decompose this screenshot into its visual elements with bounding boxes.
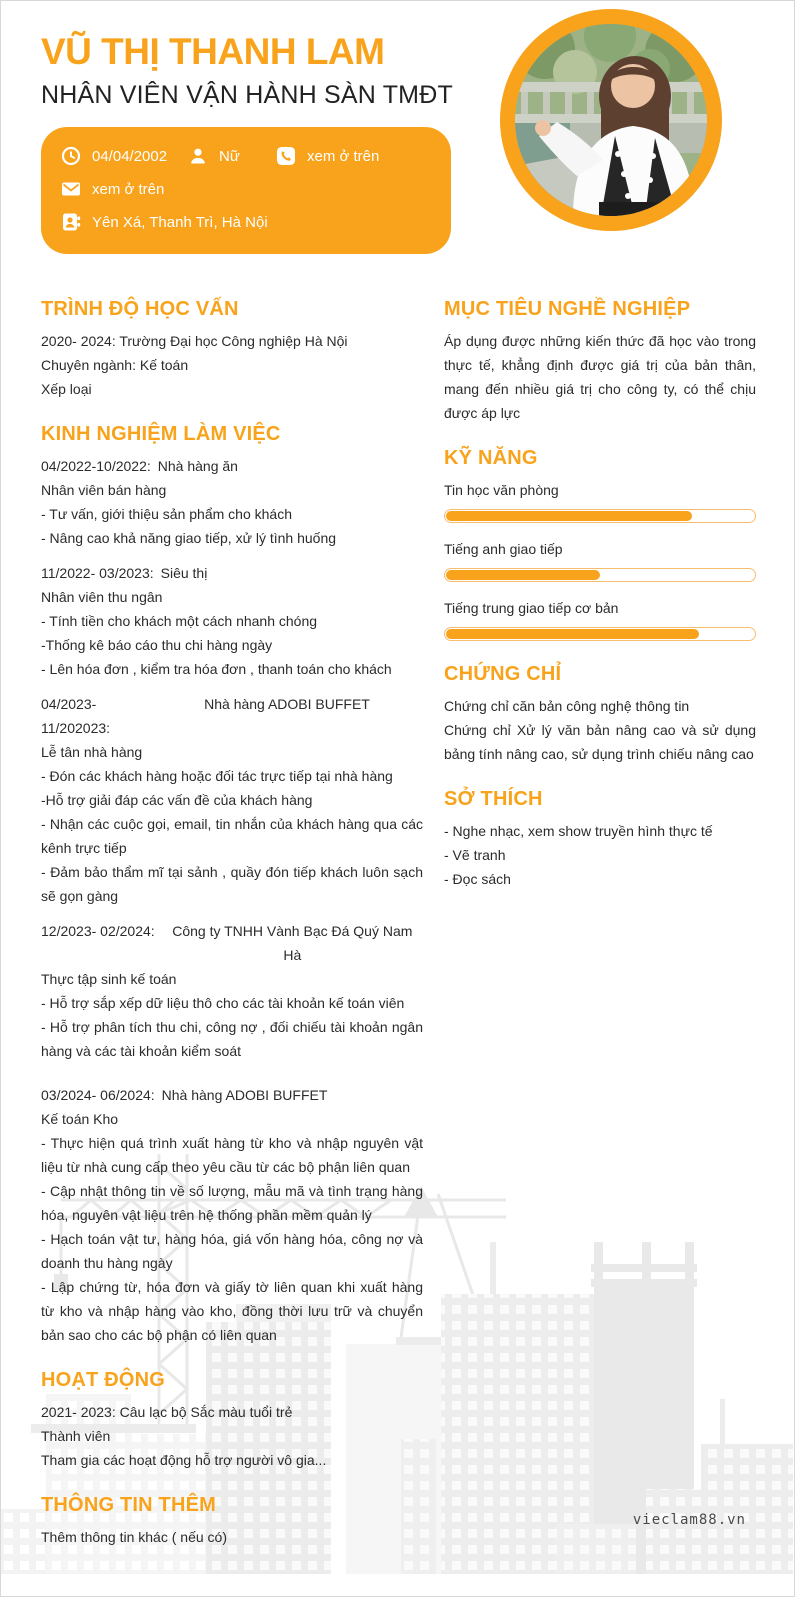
avatar-illustration: [515, 24, 707, 216]
main-columns: [41, 298, 754, 1549]
skill-bar-fill: [446, 570, 600, 580]
skill-bar-track: [444, 568, 756, 582]
job-header: [41, 919, 423, 967]
dob-value: 04/04/2002: [92, 147, 168, 165]
job-company: Nhà hàng ăn: [157, 457, 238, 474]
job-period: 11/2022- 03/2023:: [41, 564, 154, 581]
contact-phone: [276, 146, 379, 166]
education-line: Chuyên ngành: Kế toán: [41, 356, 189, 373]
job-entry: [41, 561, 423, 681]
job-bullets: [41, 991, 423, 1063]
contact-card: [41, 127, 451, 254]
job-bullet: - Hỗ trợ phân tích thu chi, công nợ , đối chiếu tài khoản ngân hàng và các tài khoản kiểm soát: [41, 1018, 423, 1059]
phone-value: xem ở trên: [307, 147, 380, 165]
section-skills: [444, 447, 756, 641]
skill-bar-fill: [446, 511, 692, 521]
section-certificates: [444, 663, 756, 766]
skill-item: [444, 537, 756, 582]
objective-heading: MỤC TIÊU NGHỀ NGHIỆP: [444, 297, 691, 320]
job-period: 04/2023- 11/202023:: [41, 695, 111, 736]
job-bullet: -Hỗ trợ giải đáp các vấn đề của khách hàng: [41, 791, 313, 808]
activities-line: Thành viên: [41, 1427, 111, 1444]
job-bullet: - Hạch toán vật tư, hàng hóa, giá vốn hàng hóa, công nợ và doanh thu hàng ngày: [41, 1230, 423, 1271]
activities-line: Tham gia các hoạt động hỗ trợ người vô gia...: [41, 1451, 327, 1468]
job-bullet: - Đón các khách hàng hoặc đối tác trực tiếp tại nhà hàng: [41, 767, 393, 784]
gender-value: Nữ: [219, 147, 240, 165]
additional-info-heading: THÔNG TIN THÊM: [41, 1493, 217, 1516]
job-period: 03/2024- 06/2024:: [41, 1086, 155, 1103]
job-entry: [41, 692, 423, 908]
job-bullets: [41, 764, 423, 908]
job-role: Lễ tân nhà hàng: [41, 743, 143, 760]
clock-icon: [61, 146, 81, 166]
job-period: 12/2023- 02/2024:: [41, 922, 155, 939]
job-entry: [41, 454, 423, 550]
hobbies-heading: SỞ THÍCH: [444, 787, 543, 810]
hobby-item: - Nghe nhạc, xem show truyền hình thực tế: [444, 822, 713, 839]
section-experience: [41, 423, 423, 1347]
job-header: [41, 692, 423, 740]
hobby-item: - Vẽ tranh: [444, 846, 506, 863]
avatar: [515, 24, 707, 216]
left-column: [41, 298, 423, 1549]
contact-row-1: [61, 140, 433, 173]
job-bullets: [41, 502, 423, 550]
skill-label: Tin học văn phòng: [444, 481, 559, 498]
skill-item: [444, 596, 756, 641]
candidate-title: NHÂN VIÊN VẬN HÀNH SÀN TMĐT: [41, 80, 453, 109]
hobby-item: - Đọc sách: [444, 870, 511, 887]
job-bullet: - Nhận các cuộc gọi, email, tin nhắn của khách hàng qua các kênh trực tiếp: [41, 815, 423, 856]
certificate-line: Chứng chỉ Xử lý văn bản nâng cao và sử dụng bảng tính nâng cao, sử dụng trình chiếu nâng cao: [444, 721, 756, 762]
contact-email: [61, 179, 164, 199]
job-bullet: -Thống kê báo cáo thu chi hàng ngày: [41, 636, 273, 653]
job-bullet: - Nâng cao khả năng giao tiếp, xử lý tình huống: [41, 529, 337, 546]
job-bullet: - Hỗ trợ sắp xếp dữ liệu thô cho các tài khoản kế toán viên: [41, 994, 405, 1011]
skill-label: Tiếng trung giao tiếp cơ bản: [444, 599, 619, 616]
job-role: Nhân viên thu ngân: [41, 588, 163, 605]
job-company: Công ty TNHH Vành Bạc Đá Quý Nam Hà: [172, 922, 413, 963]
job-bullet: - Đảm bảo thẩm mĩ tại sảnh , quầy đón tiếp khách luôn sạch sẽ gọn gàng: [41, 863, 423, 904]
job-bullet: - Cập nhật thông tin về số lượng, mẫu mã và tình trạng hàng hóa, nguyên vật liệu trên hệ thống phần mềm quản lý: [41, 1182, 423, 1223]
candidate-name: VŨ THỊ THANH LAM: [41, 31, 385, 72]
contact-row-3: [61, 206, 433, 239]
mail-icon: [61, 179, 81, 199]
site-watermark: vieclam88.vn: [632, 1512, 746, 1528]
contact-gender: [188, 146, 276, 166]
job-role: Thực tập sinh kế toán: [41, 970, 177, 987]
job-bullet: - Lên hóa đơn , kiểm tra hóa đơn , thanh toán cho khách: [41, 660, 392, 677]
section-hobbies: [444, 788, 756, 891]
education-line: 2020- 2024: Trường Đại học Công nghiệp Hà Nội: [41, 332, 348, 349]
activities-heading: HOẠT ĐỘNG: [41, 1368, 166, 1391]
job-period: 04/2022-10/2022:: [41, 457, 151, 474]
certificates-heading: CHỨNG CHỈ: [444, 662, 562, 685]
job-role: Kế toán Kho: [41, 1110, 119, 1127]
avatar-ring: [500, 9, 722, 231]
job-bullet: - Tư vấn, giới thiệu sản phẩm cho khách: [41, 505, 292, 522]
job-company: Nhà hàng ADOBI BUFFET: [204, 695, 370, 712]
right-column: [444, 298, 756, 891]
section-objective: [444, 298, 756, 425]
job-bullet: - Tính tiền cho khách một cách nhanh chóng: [41, 612, 318, 629]
contact-dob: [61, 146, 188, 166]
email-value: xem ở trên: [92, 180, 165, 198]
contact-address: [61, 212, 268, 232]
section-education: [41, 298, 423, 401]
education-heading: TRÌNH ĐỘ HỌC VẤN: [41, 297, 239, 320]
skill-bar-fill: [446, 629, 699, 639]
job-entry: [41, 919, 423, 1063]
job-company: Siêu thị: [160, 564, 208, 581]
address-value: Yên Xá, Thanh Trì, Hà Nội: [92, 213, 268, 231]
skill-item: [444, 478, 756, 523]
job-header: [41, 561, 423, 585]
skills-heading: KỸ NĂNG: [444, 446, 538, 469]
address-book-icon: [61, 212, 81, 232]
skill-bar-track: [444, 509, 756, 523]
section-activities: [41, 1369, 423, 1472]
job-bullet: - Lập chứng từ, hóa đơn và giấy tờ liên quan khi xuất hàng từ kho và nhập hàng vào kho, đồng thời lưu trữ và chuyển bản sao cho các bộ phận có liên quan: [41, 1278, 423, 1343]
activities-line: 2021- 2023: Câu lạc bộ Sắc màu tuổi trẻ: [41, 1403, 293, 1420]
job-entry: [41, 1083, 423, 1347]
job-bullets: [41, 1131, 423, 1347]
skill-bar-track: [444, 627, 756, 641]
experience-heading: KINH NGHIỆM LÀM VIỆC: [41, 422, 281, 445]
job-header: [41, 454, 423, 478]
contact-row-2: [61, 173, 433, 206]
job-bullets: [41, 609, 423, 681]
section-additional-info: [41, 1494, 423, 1549]
phone-icon: [276, 146, 296, 166]
person-icon: [188, 146, 208, 166]
skill-label: Tiếng anh giao tiếp: [444, 540, 563, 557]
job-role: Nhân viên bán hàng: [41, 481, 167, 498]
certificate-line: Chứng chỉ căn bản công nghệ thông tin: [444, 697, 690, 714]
additional-info-line: Thêm thông tin khác ( nếu có): [41, 1528, 227, 1545]
job-header: [41, 1083, 423, 1107]
objective-text: Áp dụng được những kiến thức đã học vào trong thực tế, khẳng định được giá trị của bản thân, mang đến nhiều giá trị cho công ty, có thể chịu được áp lực: [444, 332, 756, 421]
education-line: Xếp loại: [41, 380, 92, 397]
job-company: Nhà hàng ADOBI BUFFET: [161, 1086, 328, 1103]
job-bullet: - Thực hiện quá trình xuất hàng từ kho và nhập nguyên vật liệu từ nhà cung cấp theo yêu cầu từ các bộ phận liên quan: [41, 1134, 423, 1175]
